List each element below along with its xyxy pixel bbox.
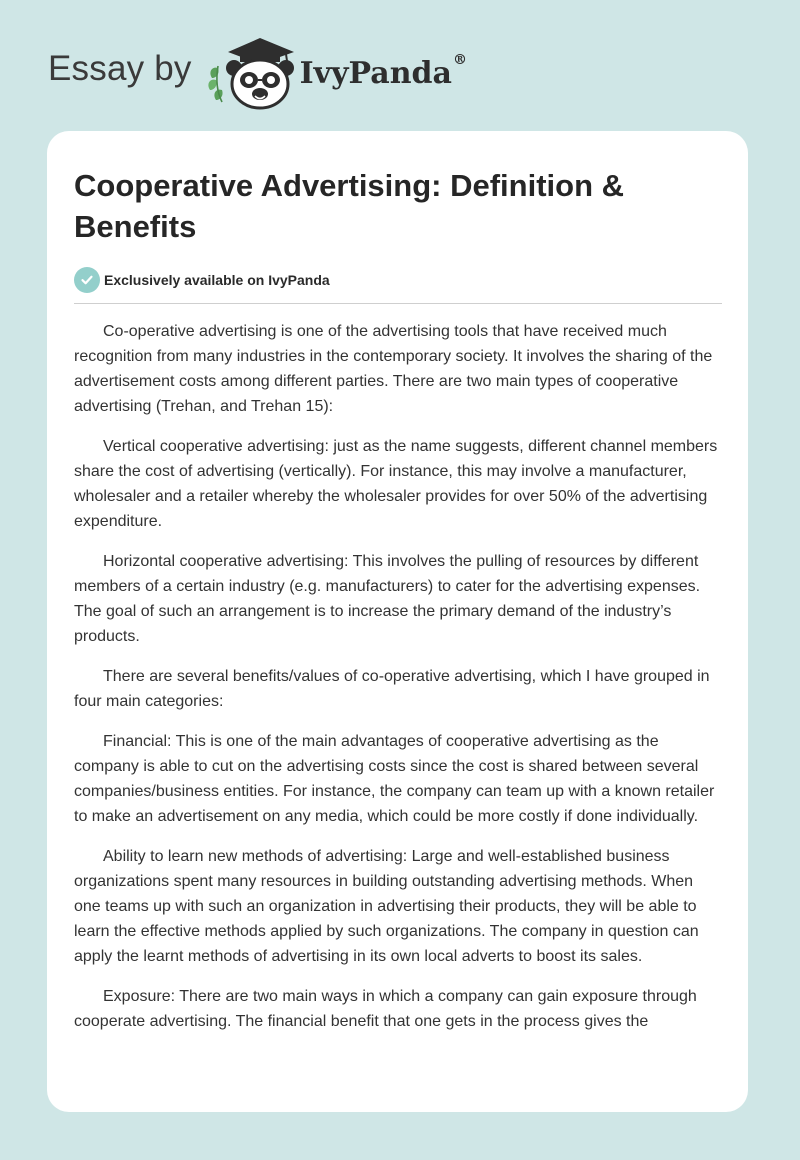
divider [74,303,722,304]
paragraph: Exposure: There are two main ways in which a company can gain exposure through cooperate advertising. The financial benefit that one gets in the process gives the [74,988,697,1030]
paragraph: There are several benefits/values of co-operative advertising, which I have grouped in four main categories: [74,668,710,710]
paragraph: Horizontal cooperative advertising: This involves the pulling of resources by different members of a certain industry (e.g. manufacturers) to cater for the advertising expenses. The goal of such an arrangement is to increase the primary demand of the industry’s products. [74,553,701,645]
paragraph: Vertical cooperative advertising: just as the name suggests, different channel members share the cost of advertising (vertically). For instance, this may involve a manufacturer, wholesaler and a retailer whereby the wholesaler provides for over 50% of the advertising expenditure. [74,438,718,530]
registered-mark: ® [452,51,467,68]
ivypanda-brand[interactable] [299,51,467,91]
exclusive-badge [74,267,722,293]
brand-name: IvyPanda [299,55,452,91]
check-circle-icon [74,267,100,293]
essay-body [74,319,722,1034]
paragraph: Financial: This is one of the main advantages of cooperative advertising as the company is able to cut on the advertising costs since the cost is shared between several companies/business entities. For instance, the company can team up with a known retailer to make an advertisement on any media, which could be more costly if done individually. [74,733,715,825]
paragraph: Ability to learn new methods of advertising: Large and well-established business organizations spent many resources in building outstanding advertising methods. When one teams up with such an organization in advertising their products, they will be able to learn the effective methods applied by such organizations. The company in question can apply the learnt methods of advertising in its own local adverts to boost its sales. [74,848,699,965]
essay-by-label: Essay by [48,49,192,88]
exclusive-badge-label: Exclusively available on IvyPanda [104,272,330,288]
essay-title: Cooperative Advertising: Definition & Benefits [74,168,625,244]
essay-card [47,131,748,1112]
panda-graduate-logo-icon[interactable] [206,34,298,110]
site-header [48,34,467,110]
paragraph: Co-operative advertising is one of the advertising tools that have received much recognition from many industries in the contemporary society. It involves the sharing of the advertisement costs among different parties. There are two main types of cooperative advertising (Trehan, and Trehan 15): [74,323,713,415]
